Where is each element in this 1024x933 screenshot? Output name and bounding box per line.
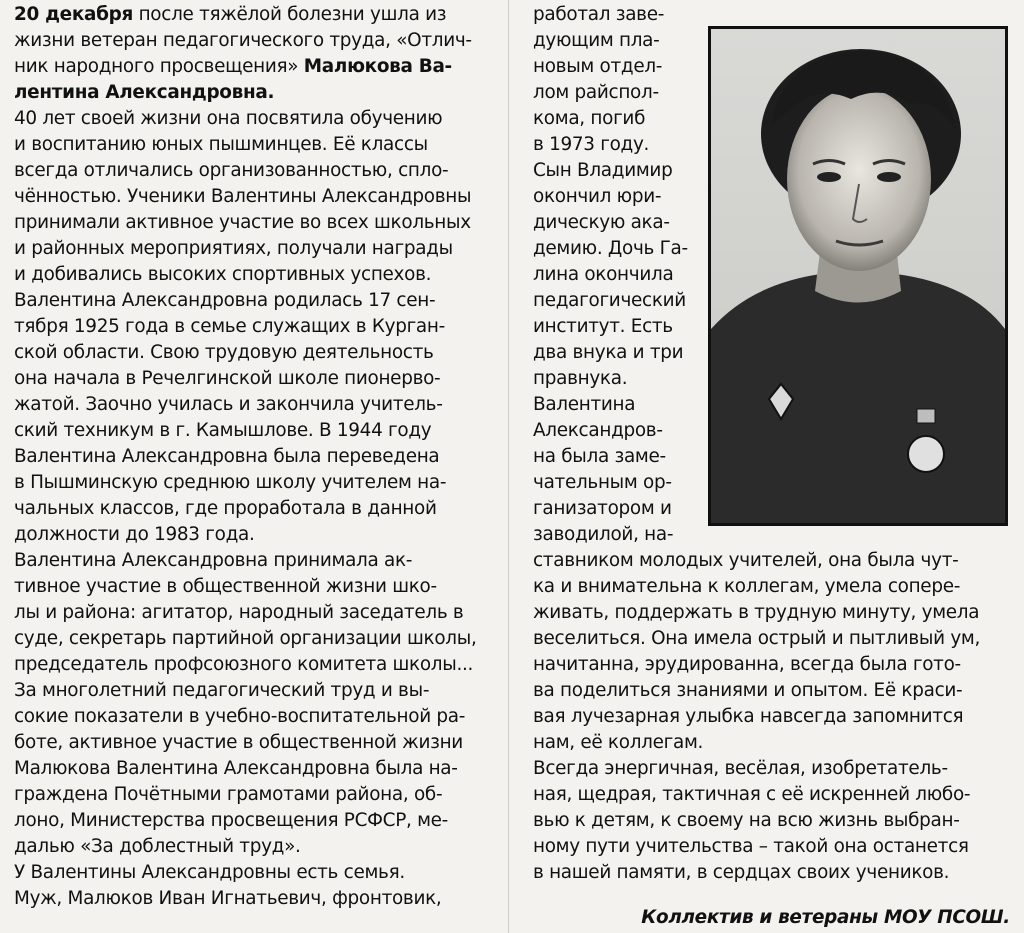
left-column-line: [14, 158, 448, 184]
right-narrow-line: окончил юри-: [533, 186, 662, 207]
left-column-line: [14, 574, 437, 600]
body-text: тивное участие в общественной жизни шко-: [14, 576, 437, 597]
left-column-line: [14, 132, 428, 158]
left-column-line: [14, 288, 435, 314]
left-column-line: [14, 80, 274, 106]
right-narrow-line: новым отдел-: [533, 56, 663, 77]
body-text: сокие показатели в учебно-воспитательной ра-: [14, 706, 466, 727]
left-column-line: [14, 704, 465, 730]
right-narrow-line: лом райспол-: [533, 82, 659, 103]
right-wide-line: начитанна, эрудированна, всегда была гото-: [533, 654, 961, 675]
bold-text: лентина Александровна.: [14, 82, 275, 103]
body-text: председатель профсоюзного комитета школы...: [14, 654, 474, 675]
body-text: суде, секретарь партийной организации школы,: [14, 628, 477, 649]
body-text: Валентина Александровна принимала ак-: [14, 550, 413, 571]
body-text: тября 1925 года в семье служащих в Курган-: [14, 316, 445, 337]
left-column-line: [14, 834, 301, 860]
column-divider: [508, 0, 509, 933]
body-text: после тяжёлой болезни ушла из: [133, 4, 447, 25]
left-column-line: [14, 756, 458, 782]
right-narrow-line: в 1973 году.: [533, 134, 650, 155]
body-text: Валентина Александровна была переведена: [14, 446, 440, 467]
left-column-line: [14, 314, 445, 340]
left-column-line: [14, 106, 442, 132]
right-narrow-line: на была заме-: [533, 446, 666, 467]
left-column-line: [14, 548, 412, 574]
body-text: принимали активное участие во всех школьных: [14, 212, 471, 233]
right-narrow-line: дическую ака-: [533, 212, 670, 233]
right-wide-line: в нашей памяти, в сердцах своих учеников.: [533, 862, 950, 883]
right-wide-line: ному пути учительства – такой она останется: [533, 836, 969, 857]
body-text: всегда отличались организованностью, спло-: [14, 160, 449, 181]
right-narrow-line: Валентина: [533, 394, 636, 415]
left-column-line: [14, 418, 431, 444]
left-column-line: [14, 392, 443, 418]
right-narrow-line: Сын Владимир: [533, 160, 673, 181]
left-column-line: [14, 210, 471, 236]
body-text: Малюкова Валентина Александровна была на-: [14, 758, 458, 779]
left-column-line: [14, 2, 446, 28]
right-narrow-line: работал заве-: [533, 4, 665, 25]
body-text: ской области. Свою трудовую деятельность: [14, 342, 434, 363]
left-column-line: [14, 782, 442, 808]
left-column-line: [14, 28, 472, 54]
right-wide-line: ная, щедрая, тактичная с её искренней любо-: [533, 784, 971, 805]
right-wide-line: ставником молодых учителей, она была чут-: [533, 550, 959, 571]
right-narrow-line: заводилой, на-: [533, 524, 674, 545]
left-column-line: [14, 366, 440, 392]
right-wide-line: нам, её коллегам.: [533, 732, 704, 753]
right-narrow-line: лина окончила: [533, 264, 674, 285]
left-column-line: [14, 808, 448, 834]
left-column-line: [14, 236, 453, 262]
right-wide-line: ка и внимательна к коллегам, умела сопере-: [533, 576, 961, 597]
portrait-photo: [708, 26, 1008, 526]
body-text: лы и района: агитатор, народный заседатель в: [14, 602, 464, 623]
left-column-line: [14, 340, 434, 366]
right-narrow-line: кома, погиб: [533, 108, 646, 129]
left-column-line: [14, 860, 405, 886]
left-column-line: [14, 626, 477, 652]
bold-text: 20 декабря: [14, 4, 134, 25]
body-text: У Валентины Александровны есть семья.: [14, 862, 405, 883]
body-text: боте, активное участие в общественной жизни: [14, 732, 463, 753]
body-text: жатой. Заочно училась и закончила учитель-: [14, 394, 443, 415]
right-narrow-line: дующим пла-: [533, 30, 660, 51]
body-text: граждена Почётными грамотами района, об-: [14, 784, 443, 805]
body-text: и районных мероприятиях, получали награды: [14, 238, 453, 259]
body-text: и воспитанию юных пышминцев. Её классы: [14, 134, 428, 155]
body-text: и добивались высоких спортивных успехов.: [14, 264, 432, 285]
left-column-line: [14, 54, 452, 80]
left-column-line: [14, 730, 463, 756]
left-column-line: [14, 522, 255, 548]
body-text: ский техникум в г. Камышлове. В 1944 году: [14, 420, 432, 441]
left-column-line: [14, 444, 439, 470]
right-wide-line: вью к детям, к своему на всю жизнь выбран-: [533, 810, 960, 831]
bold-text: Малюкова Ва-: [303, 56, 452, 77]
left-column-line: [14, 600, 463, 626]
body-text: ник народного просвещения»: [14, 56, 304, 77]
right-wide-line: вая лучезарная улыбка навсегда запомнится: [533, 706, 964, 727]
left-column-line: [14, 678, 429, 704]
right-wide-line: веселиться. Она имела острый и пытливый ум,: [533, 628, 981, 649]
portrait-image: [711, 29, 1005, 523]
body-text: лоно, Министерства просвещения РСФСР, ме-: [14, 810, 449, 831]
body-text: Муж, Малюков Иван Игнатьевич, фронтовик,: [14, 888, 442, 909]
body-text: чённостью. Ученики Валентины Александровны: [14, 186, 472, 207]
right-wide-line: живать, поддержать в трудную минуту, умела: [533, 602, 980, 623]
body-text: 40 лет своей жизни она посвятила обучению: [14, 108, 443, 129]
right-narrow-line: два внука и три: [533, 342, 684, 363]
right-narrow-line: демию. Дочь Га-: [533, 238, 688, 259]
right-narrow-line: институт. Есть: [533, 316, 673, 337]
right-narrow-line: ганизатором и: [533, 498, 672, 519]
right-wide-line: Всегда энергичная, весёлая, изобретатель-: [533, 758, 948, 779]
left-column-line: [14, 652, 473, 678]
body-text: далью «За доблестный труд».: [14, 836, 301, 857]
right-narrow-line: правнука.: [533, 368, 628, 389]
left-column-line: [14, 886, 441, 912]
left-column-line: [14, 470, 446, 496]
body-text: За многолетний педагогический труд и вы-: [14, 680, 430, 701]
body-text: она начала в Речелгинской школе пионерво-: [14, 368, 441, 389]
left-column-line: [14, 184, 471, 210]
right-narrow-line: чательным ор-: [533, 472, 672, 493]
body-text: в Пышминскую среднюю школу учителем на-: [14, 472, 447, 493]
left-column-line: [14, 496, 437, 522]
body-text: должности до 1983 года.: [14, 524, 255, 545]
right-narrow-line: Александров-: [533, 420, 663, 441]
body-text: Валентина Александровна родилась 17 сен-: [14, 290, 436, 311]
body-text: жизни ветеран педагогического труда, «Отлич-: [14, 30, 472, 51]
left-column-line: [14, 262, 431, 288]
right-wide-line: ва поделиться знаниями и опытом. Её краси-: [533, 680, 963, 701]
body-text: чальных классов, где проработала в данной: [14, 498, 437, 519]
right-narrow-line: педагогический: [533, 290, 686, 311]
signature: Коллектив и ветераны МОУ ПСОШ.: [641, 907, 1010, 928]
